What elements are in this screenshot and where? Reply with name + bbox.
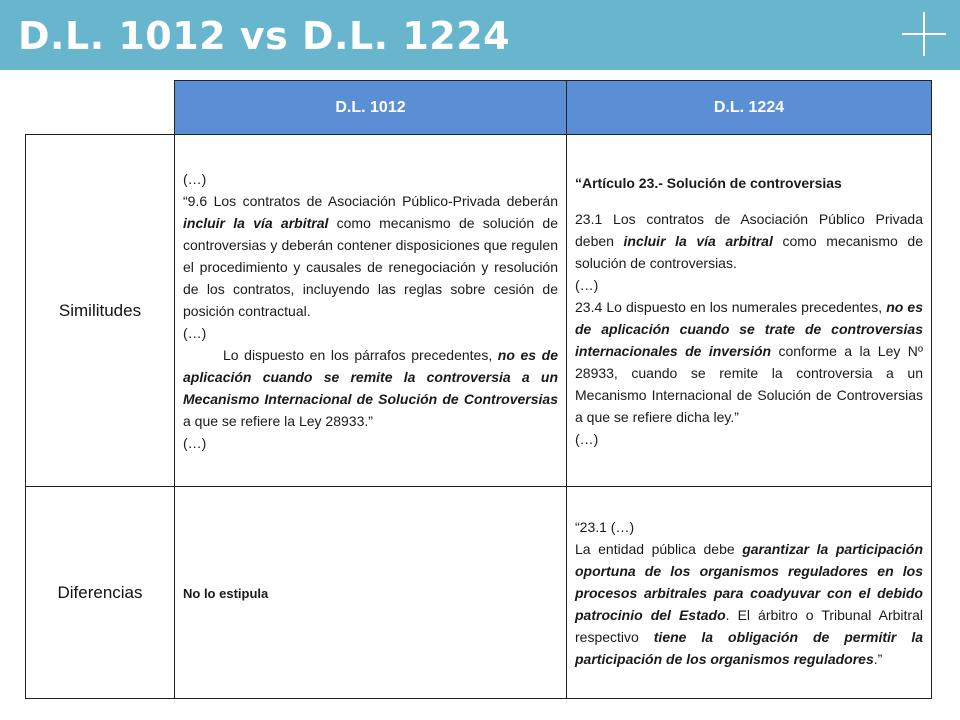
exception-text: Lo dispuesto en los párrafos precedentes, no es de aplicación cuando se remite la controversia a un Mecanismo Internacional de Solución de Controversias a que se refiere la Ley 28933.” — [183, 346, 558, 429]
ellipsis-text: (…) — [183, 170, 207, 187]
table-header-row — [26, 81, 932, 135]
ellipsis-text: (…) — [575, 430, 599, 447]
column-header-dl1012: D.L. 1012 — [175, 81, 567, 135]
table-row-diferencias — [26, 487, 932, 699]
page-title: D.L. 1012 vs D.L. 1224 — [18, 14, 511, 58]
diferencias-dl1012-cell — [175, 487, 567, 699]
article-23-1-ref: “23.1 (…) — [575, 518, 635, 535]
ellipsis-text: (…) — [183, 324, 207, 341]
ellipsis-text: (…) — [183, 434, 207, 451]
table-row-similitudes — [26, 135, 932, 487]
similitudes-dl1224-cell — [567, 135, 932, 487]
article-9-6-text: “9.6 Los contratos de Asociación Público-Privada deberán incluir la vía arbitral como mecanismo de solución de controversias y deberán contener disposiciones que regulen el procedimiento y causales de renegociación y resolución de los contratos, incluyendo las reglas sobre cesión de posición contractual. — [183, 192, 558, 319]
ellipsis-text: (…) — [575, 276, 599, 293]
header-bar — [0, 0, 960, 70]
row-label-similitudes: Similitudes — [26, 135, 175, 487]
plus-icon — [902, 12, 946, 56]
article-23-4-text: 23.4 Lo dispuesto en los numerales precedentes, no es de aplicación cuando se trate de controversias internacionales de inversión conforme a la Ley Nº 28933, cuando se remite la controversia a un Mecanismo Internacional de Solución de Controversias a que se refiere dicha ley.” — [575, 298, 923, 425]
comparison-table — [25, 80, 932, 699]
no-estipula-text: No lo estipula — [183, 585, 269, 601]
similitudes-dl1012-cell — [175, 135, 567, 487]
diferencias-text: La entidad pública debe garantizar la participación oportuna de los organismos reguladores en los procesos arbitrales para coadyuvar con el debido patrocinio del Estado. El árbitro o Tribunal Arbitral respectivo tiene la obligación de permitir la participación de los organismos reguladores.” — [575, 540, 924, 667]
row-label-diferencias: Diferencias — [26, 487, 175, 699]
article-23-1-text: 23.1 Los contratos de Asociación Público Privada deben incluir la vía arbitral como mecanismo de solución de controversias. — [575, 210, 923, 271]
diferencias-dl1224-cell — [567, 487, 932, 699]
article-23-heading: “Artículo 23.- Solución de controversias — [575, 174, 842, 191]
column-header-dl1224: D.L. 1224 — [567, 81, 932, 135]
table-corner-cell — [26, 81, 175, 135]
